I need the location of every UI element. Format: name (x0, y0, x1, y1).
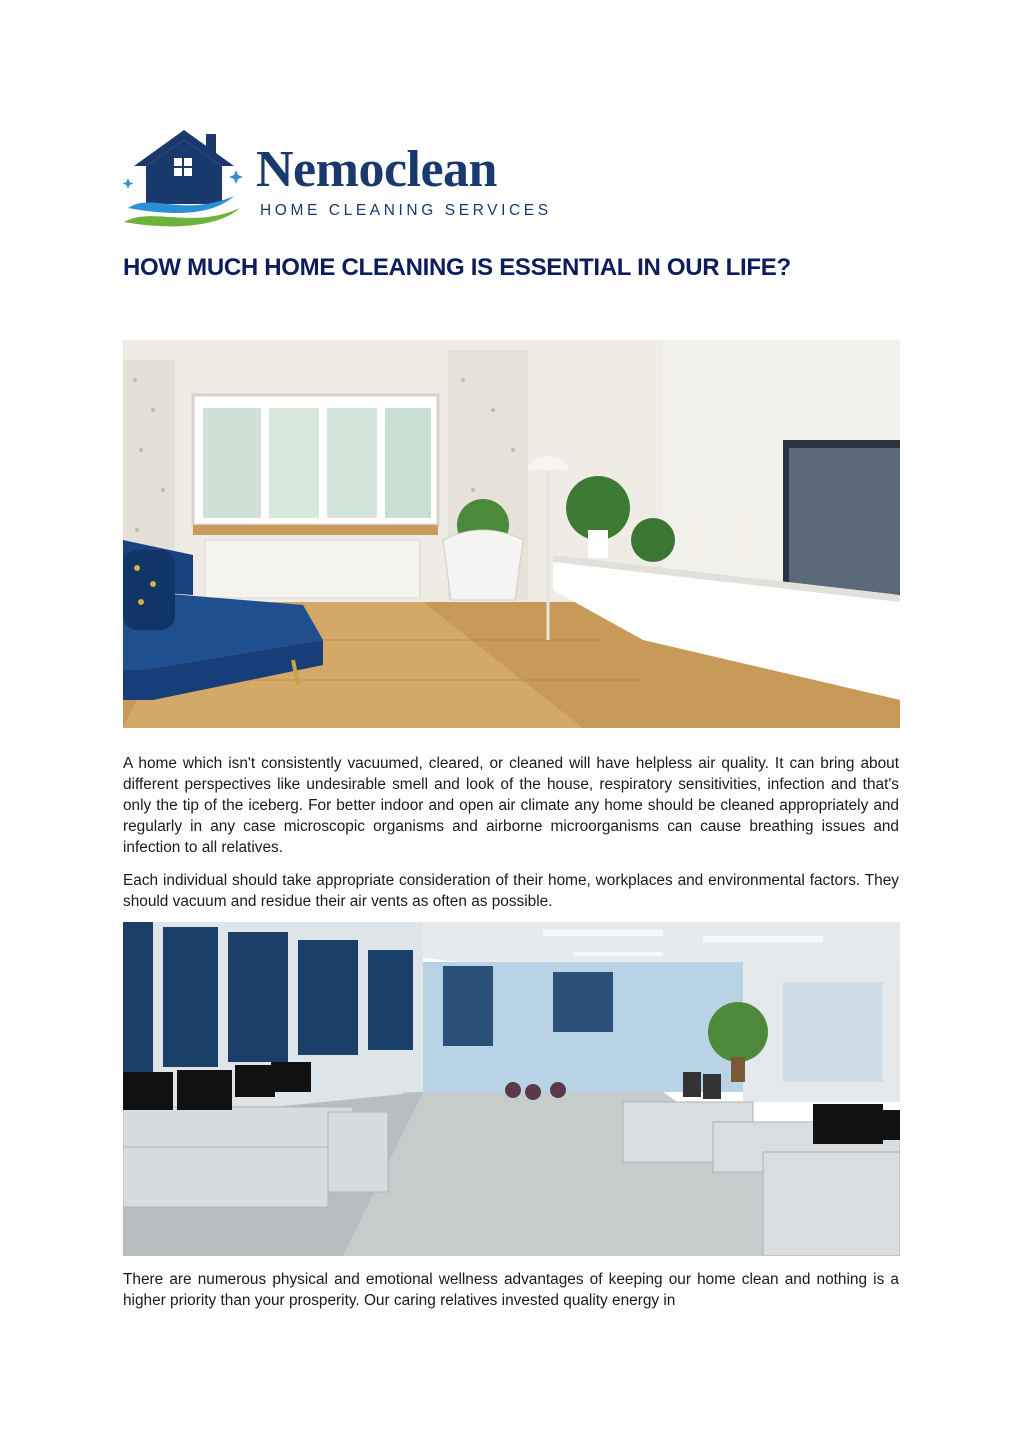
house-logo-icon (122, 126, 252, 230)
brand-tagline: HOME CLEANING SERVICES (260, 202, 552, 219)
living-room-photo (123, 340, 900, 728)
paragraph-3: There are numerous physical and emotional wellness advantages of keeping our home clean and nothing is a higher priority than your prosperity. Our caring relatives invested quality energy in (123, 1271, 899, 1309)
paragraph-2: Each individual should take appropriate consideration of their home, workplaces and environmental factors. They should vacuum and residue their air vents as often as possible. (123, 872, 899, 910)
office-photo (123, 922, 900, 1256)
brand-name: Nemoclean (256, 141, 497, 198)
page-title: HOW MUCH HOME CLEANING IS ESSENTIAL IN OUR LIFE? (123, 254, 791, 281)
paragraph-1: A home which isn't consistently vacuumed, cleared, or cleaned will have helpless air quality. It can bring about different perspectives like undesirable smell and look of the house, respiratory sensitivities, infection and that's only the tip of the iceberg. For better indoor and open air climate any home should be cleaned appropriately and regularly in any case microscopic organisms and airborne microorganisms can cause breathing issues and infection to all relatives. (123, 755, 899, 856)
brand-logo (122, 126, 582, 230)
